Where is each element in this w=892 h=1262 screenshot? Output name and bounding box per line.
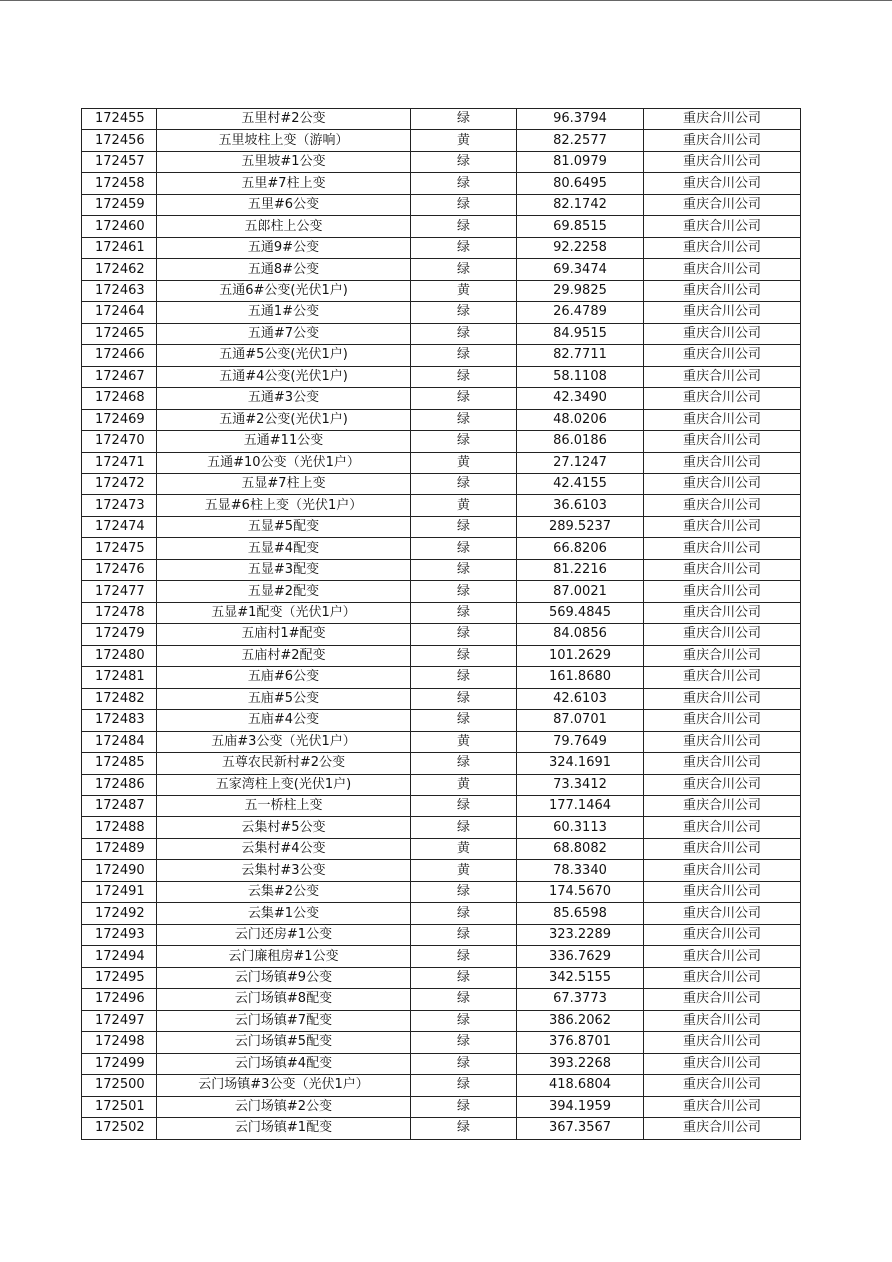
cell-transformer-name: 五庙#5公变 [157, 688, 411, 709]
cell-status: 黄 [411, 495, 517, 516]
table-row [82, 173, 801, 194]
cell-transformer-name: 云门还房#1公变 [157, 924, 411, 945]
cell-id: 172489 [82, 838, 157, 859]
cell-value: 42.4155 [517, 473, 644, 494]
cell-transformer-name: 云门场镇#9公变 [157, 967, 411, 988]
cell-status: 绿 [411, 645, 517, 666]
cell-company: 重庆合川公司 [644, 860, 801, 881]
cell-transformer-name: 五里#6公变 [157, 194, 411, 215]
cell-company: 重庆合川公司 [644, 774, 801, 795]
cell-value: 67.3773 [517, 989, 644, 1010]
cell-status: 绿 [411, 1010, 517, 1031]
cell-status: 绿 [411, 151, 517, 172]
cell-id: 172487 [82, 796, 157, 817]
cell-id: 172468 [82, 388, 157, 409]
cell-transformer-name: 云门场镇#2公变 [157, 1096, 411, 1117]
table-row [82, 302, 801, 323]
table-row [82, 581, 801, 602]
cell-transformer-name: 五通#3公变 [157, 388, 411, 409]
cell-id: 172464 [82, 302, 157, 323]
table-row [82, 559, 801, 580]
cell-status: 绿 [411, 903, 517, 924]
cell-company: 重庆合川公司 [644, 924, 801, 945]
cell-value: 367.3567 [517, 1118, 644, 1139]
table-row [82, 774, 801, 795]
cell-value: 73.3412 [517, 774, 644, 795]
cell-value: 393.2268 [517, 1053, 644, 1074]
cell-id: 172462 [82, 259, 157, 280]
cell-id: 172485 [82, 753, 157, 774]
cell-company: 重庆合川公司 [644, 280, 801, 301]
cell-status: 绿 [411, 345, 517, 366]
table-row [82, 495, 801, 516]
cell-status: 绿 [411, 581, 517, 602]
table-row [82, 645, 801, 666]
cell-transformer-name: 五通6#公变(光伏1户) [157, 280, 411, 301]
cell-id: 172474 [82, 516, 157, 537]
cell-value: 66.8206 [517, 538, 644, 559]
table-row [82, 1010, 801, 1031]
cell-value: 569.4845 [517, 602, 644, 623]
cell-transformer-name: 五通#2公变(光伏1户) [157, 409, 411, 430]
cell-status: 绿 [411, 1053, 517, 1074]
cell-status: 黄 [411, 452, 517, 473]
cell-value: 96.3794 [517, 109, 644, 130]
cell-company: 重庆合川公司 [644, 624, 801, 645]
cell-transformer-name: 五庙村1#配变 [157, 624, 411, 645]
cell-status: 绿 [411, 710, 517, 731]
cell-transformer-name: 云集村#5公变 [157, 817, 411, 838]
table-row [82, 838, 801, 859]
table-row [82, 409, 801, 430]
cell-company: 重庆合川公司 [644, 538, 801, 559]
cell-status: 黄 [411, 838, 517, 859]
cell-transformer-name: 五通#5公变(光伏1户) [157, 345, 411, 366]
cell-company: 重庆合川公司 [644, 1053, 801, 1074]
cell-value: 29.9825 [517, 280, 644, 301]
cell-status: 绿 [411, 946, 517, 967]
cell-transformer-name: 云集#2公变 [157, 881, 411, 902]
table-row [82, 1075, 801, 1096]
cell-id: 172498 [82, 1032, 157, 1053]
cell-transformer-name: 五里#7柱上变 [157, 173, 411, 194]
cell-value: 26.4789 [517, 302, 644, 323]
cell-transformer-name: 云门场镇#3公变（光伏1户） [157, 1075, 411, 1096]
cell-id: 172483 [82, 710, 157, 731]
cell-value: 80.6495 [517, 173, 644, 194]
cell-id: 172494 [82, 946, 157, 967]
cell-value: 394.1959 [517, 1096, 644, 1117]
cell-value: 92.2258 [517, 237, 644, 258]
cell-status: 绿 [411, 624, 517, 645]
cell-company: 重庆合川公司 [644, 559, 801, 580]
cell-status: 绿 [411, 216, 517, 237]
cell-value: 82.1742 [517, 194, 644, 215]
table-row [82, 1032, 801, 1053]
cell-value: 386.2062 [517, 1010, 644, 1031]
table-row [82, 345, 801, 366]
table-row [82, 516, 801, 537]
cell-company: 重庆合川公司 [644, 667, 801, 688]
cell-id: 172461 [82, 237, 157, 258]
cell-status: 绿 [411, 323, 517, 344]
cell-id: 172472 [82, 473, 157, 494]
cell-status: 绿 [411, 237, 517, 258]
cell-transformer-name: 五显#3配变 [157, 559, 411, 580]
cell-company: 重庆合川公司 [644, 259, 801, 280]
cell-transformer-name: 五通#11公变 [157, 431, 411, 452]
cell-transformer-name: 五里坡柱上变（游响） [157, 130, 411, 151]
cell-transformer-name: 五尊农民新村#2公变 [157, 753, 411, 774]
cell-status: 绿 [411, 1032, 517, 1053]
cell-id: 172493 [82, 924, 157, 945]
cell-value: 84.0856 [517, 624, 644, 645]
cell-value: 60.3113 [517, 817, 644, 838]
cell-status: 绿 [411, 602, 517, 623]
cell-value: 69.3474 [517, 259, 644, 280]
cell-value: 68.8082 [517, 838, 644, 859]
cell-company: 重庆合川公司 [644, 1075, 801, 1096]
cell-status: 绿 [411, 1118, 517, 1139]
cell-id: 172467 [82, 366, 157, 387]
table-row [82, 731, 801, 752]
table-row [82, 667, 801, 688]
cell-company: 重庆合川公司 [644, 495, 801, 516]
transformer-table [81, 108, 801, 1140]
cell-id: 172500 [82, 1075, 157, 1096]
cell-transformer-name: 五显#4配变 [157, 538, 411, 559]
table-body [82, 109, 801, 1140]
cell-value: 48.0206 [517, 409, 644, 430]
cell-id: 172457 [82, 151, 157, 172]
table-row [82, 946, 801, 967]
table-row [82, 710, 801, 731]
cell-id: 172488 [82, 817, 157, 838]
table-row [82, 967, 801, 988]
cell-company: 重庆合川公司 [644, 130, 801, 151]
cell-value: 36.6103 [517, 495, 644, 516]
cell-status: 绿 [411, 559, 517, 580]
cell-id: 172455 [82, 109, 157, 130]
cell-company: 重庆合川公司 [644, 731, 801, 752]
cell-status: 绿 [411, 753, 517, 774]
cell-status: 绿 [411, 173, 517, 194]
table-row [82, 817, 801, 838]
cell-transformer-name: 云集#1公变 [157, 903, 411, 924]
cell-transformer-name: 五庙#6公变 [157, 667, 411, 688]
cell-transformer-name: 云门场镇#1配变 [157, 1118, 411, 1139]
cell-transformer-name: 五一桥柱上变 [157, 796, 411, 817]
cell-company: 重庆合川公司 [644, 753, 801, 774]
cell-transformer-name: 云集村#3公变 [157, 860, 411, 881]
cell-company: 重庆合川公司 [644, 516, 801, 537]
cell-id: 172459 [82, 194, 157, 215]
cell-value: 69.8515 [517, 216, 644, 237]
table-row [82, 216, 801, 237]
table-row [82, 1053, 801, 1074]
cell-id: 172499 [82, 1053, 157, 1074]
cell-status: 绿 [411, 1075, 517, 1096]
cell-transformer-name: 五通1#公变 [157, 302, 411, 323]
cell-value: 84.9515 [517, 323, 644, 344]
cell-status: 绿 [411, 667, 517, 688]
cell-id: 172482 [82, 688, 157, 709]
cell-value: 289.5237 [517, 516, 644, 537]
table-row [82, 130, 801, 151]
cell-transformer-name: 五里村#2公变 [157, 109, 411, 130]
cell-company: 重庆合川公司 [644, 345, 801, 366]
cell-transformer-name: 五通#4公变(光伏1户) [157, 366, 411, 387]
cell-id: 172491 [82, 881, 157, 902]
cell-status: 黄 [411, 731, 517, 752]
cell-id: 172481 [82, 667, 157, 688]
table-row [82, 431, 801, 452]
cell-value: 42.6103 [517, 688, 644, 709]
cell-id: 172475 [82, 538, 157, 559]
cell-id: 172480 [82, 645, 157, 666]
cell-company: 重庆合川公司 [644, 838, 801, 859]
cell-value: 86.0186 [517, 431, 644, 452]
cell-company: 重庆合川公司 [644, 366, 801, 387]
cell-transformer-name: 五显#7柱上变 [157, 473, 411, 494]
cell-id: 172497 [82, 1010, 157, 1031]
cell-status: 绿 [411, 989, 517, 1010]
cell-value: 376.8701 [517, 1032, 644, 1053]
cell-id: 172496 [82, 989, 157, 1010]
cell-status: 黄 [411, 130, 517, 151]
cell-value: 81.2216 [517, 559, 644, 580]
cell-status: 绿 [411, 388, 517, 409]
cell-company: 重庆合川公司 [644, 645, 801, 666]
cell-status: 绿 [411, 259, 517, 280]
cell-id: 172458 [82, 173, 157, 194]
cell-transformer-name: 五庙村#2配变 [157, 645, 411, 666]
cell-transformer-name: 云门廉租房#1公变 [157, 946, 411, 967]
cell-value: 78.3340 [517, 860, 644, 881]
cell-status: 绿 [411, 688, 517, 709]
cell-company: 重庆合川公司 [644, 881, 801, 902]
cell-status: 绿 [411, 516, 517, 537]
table-row [82, 860, 801, 881]
cell-company: 重庆合川公司 [644, 946, 801, 967]
cell-value: 418.6804 [517, 1075, 644, 1096]
cell-id: 172484 [82, 731, 157, 752]
cell-value: 177.1464 [517, 796, 644, 817]
cell-value: 87.0021 [517, 581, 644, 602]
cell-company: 重庆合川公司 [644, 796, 801, 817]
cell-status: 绿 [411, 924, 517, 945]
cell-id: 172463 [82, 280, 157, 301]
table-row [82, 924, 801, 945]
cell-company: 重庆合川公司 [644, 1096, 801, 1117]
cell-company: 重庆合川公司 [644, 452, 801, 473]
table-row [82, 323, 801, 344]
cell-id: 172469 [82, 409, 157, 430]
cell-status: 黄 [411, 860, 517, 881]
table-row [82, 624, 801, 645]
cell-company: 重庆合川公司 [644, 216, 801, 237]
cell-status: 绿 [411, 366, 517, 387]
cell-value: 27.1247 [517, 452, 644, 473]
cell-status: 绿 [411, 881, 517, 902]
cell-id: 172492 [82, 903, 157, 924]
table-row [82, 753, 801, 774]
table-row [82, 259, 801, 280]
cell-company: 重庆合川公司 [644, 431, 801, 452]
cell-transformer-name: 云门场镇#8配变 [157, 989, 411, 1010]
cell-value: 85.6598 [517, 903, 644, 924]
cell-transformer-name: 云门场镇#7配变 [157, 1010, 411, 1031]
cell-id: 172471 [82, 452, 157, 473]
cell-transformer-name: 五通#10公变（光伏1户） [157, 452, 411, 473]
cell-status: 黄 [411, 774, 517, 795]
table-row [82, 366, 801, 387]
cell-value: 174.5670 [517, 881, 644, 902]
table-row [82, 1118, 801, 1139]
cell-status: 绿 [411, 1096, 517, 1117]
cell-status: 绿 [411, 473, 517, 494]
cell-value: 336.7629 [517, 946, 644, 967]
cell-company: 重庆合川公司 [644, 194, 801, 215]
cell-company: 重庆合川公司 [644, 581, 801, 602]
cell-status: 绿 [411, 817, 517, 838]
cell-id: 172473 [82, 495, 157, 516]
cell-id: 172465 [82, 323, 157, 344]
cell-id: 172470 [82, 431, 157, 452]
cell-transformer-name: 五显#6柱上变（光伏1户） [157, 495, 411, 516]
cell-company: 重庆合川公司 [644, 817, 801, 838]
cell-value: 79.7649 [517, 731, 644, 752]
cell-transformer-name: 云门场镇#4配变 [157, 1053, 411, 1074]
cell-transformer-name: 云集村#4公变 [157, 838, 411, 859]
cell-transformer-name: 五通#7公变 [157, 323, 411, 344]
cell-value: 82.2577 [517, 130, 644, 151]
table-row [82, 538, 801, 559]
cell-id: 172460 [82, 216, 157, 237]
cell-value: 87.0701 [517, 710, 644, 731]
cell-transformer-name: 五通9#公变 [157, 237, 411, 258]
table-row [82, 602, 801, 623]
table-row [82, 688, 801, 709]
cell-company: 重庆合川公司 [644, 473, 801, 494]
cell-status: 绿 [411, 194, 517, 215]
cell-company: 重庆合川公司 [644, 1032, 801, 1053]
table-row [82, 881, 801, 902]
table-row [82, 237, 801, 258]
cell-id: 172477 [82, 581, 157, 602]
cell-id: 172502 [82, 1118, 157, 1139]
cell-id: 172466 [82, 345, 157, 366]
table-row [82, 280, 801, 301]
cell-transformer-name: 五显#2配变 [157, 581, 411, 602]
cell-transformer-name: 五庙#3公变（光伏1户） [157, 731, 411, 752]
cell-status: 绿 [411, 538, 517, 559]
cell-value: 42.3490 [517, 388, 644, 409]
cell-status: 绿 [411, 796, 517, 817]
cell-transformer-name: 五显#1配变（光伏1户） [157, 602, 411, 623]
cell-transformer-name: 五庙#4公变 [157, 710, 411, 731]
cell-company: 重庆合川公司 [644, 967, 801, 988]
table-row [82, 1096, 801, 1117]
cell-id: 172501 [82, 1096, 157, 1117]
cell-transformer-name: 云门场镇#5配变 [157, 1032, 411, 1053]
cell-value: 161.8680 [517, 667, 644, 688]
cell-transformer-name: 五郎柱上公变 [157, 216, 411, 237]
cell-transformer-name: 五里坡#1公变 [157, 151, 411, 172]
cell-status: 黄 [411, 280, 517, 301]
page-top-border [0, 0, 892, 1]
table-row [82, 989, 801, 1010]
cell-company: 重庆合川公司 [644, 173, 801, 194]
cell-id: 172486 [82, 774, 157, 795]
cell-company: 重庆合川公司 [644, 903, 801, 924]
cell-company: 重庆合川公司 [644, 323, 801, 344]
cell-status: 绿 [411, 967, 517, 988]
table-row [82, 109, 801, 130]
cell-id: 172479 [82, 624, 157, 645]
cell-status: 绿 [411, 431, 517, 452]
table-row [82, 388, 801, 409]
cell-id: 172476 [82, 559, 157, 580]
cell-value: 342.5155 [517, 967, 644, 988]
cell-company: 重庆合川公司 [644, 237, 801, 258]
table-row [82, 194, 801, 215]
cell-id: 172456 [82, 130, 157, 151]
table-row [82, 452, 801, 473]
cell-value: 82.7711 [517, 345, 644, 366]
table-row [82, 903, 801, 924]
cell-company: 重庆合川公司 [644, 710, 801, 731]
table-row [82, 796, 801, 817]
cell-company: 重庆合川公司 [644, 602, 801, 623]
cell-company: 重庆合川公司 [644, 302, 801, 323]
cell-value: 81.0979 [517, 151, 644, 172]
cell-company: 重庆合川公司 [644, 409, 801, 430]
cell-company: 重庆合川公司 [644, 1010, 801, 1031]
cell-status: 绿 [411, 409, 517, 430]
cell-transformer-name: 五显#5配变 [157, 516, 411, 537]
cell-company: 重庆合川公司 [644, 688, 801, 709]
cell-transformer-name: 五通8#公变 [157, 259, 411, 280]
cell-value: 323.2289 [517, 924, 644, 945]
cell-company: 重庆合川公司 [644, 989, 801, 1010]
cell-id: 172478 [82, 602, 157, 623]
table-row [82, 473, 801, 494]
cell-status: 绿 [411, 302, 517, 323]
cell-id: 172495 [82, 967, 157, 988]
cell-transformer-name: 五家湾柱上变(光伏1户) [157, 774, 411, 795]
cell-company: 重庆合川公司 [644, 151, 801, 172]
cell-id: 172490 [82, 860, 157, 881]
cell-company: 重庆合川公司 [644, 109, 801, 130]
cell-company: 重庆合川公司 [644, 1118, 801, 1139]
cell-value: 101.2629 [517, 645, 644, 666]
cell-value: 58.1108 [517, 366, 644, 387]
cell-status: 绿 [411, 109, 517, 130]
table-row [82, 151, 801, 172]
cell-value: 324.1691 [517, 753, 644, 774]
cell-company: 重庆合川公司 [644, 388, 801, 409]
